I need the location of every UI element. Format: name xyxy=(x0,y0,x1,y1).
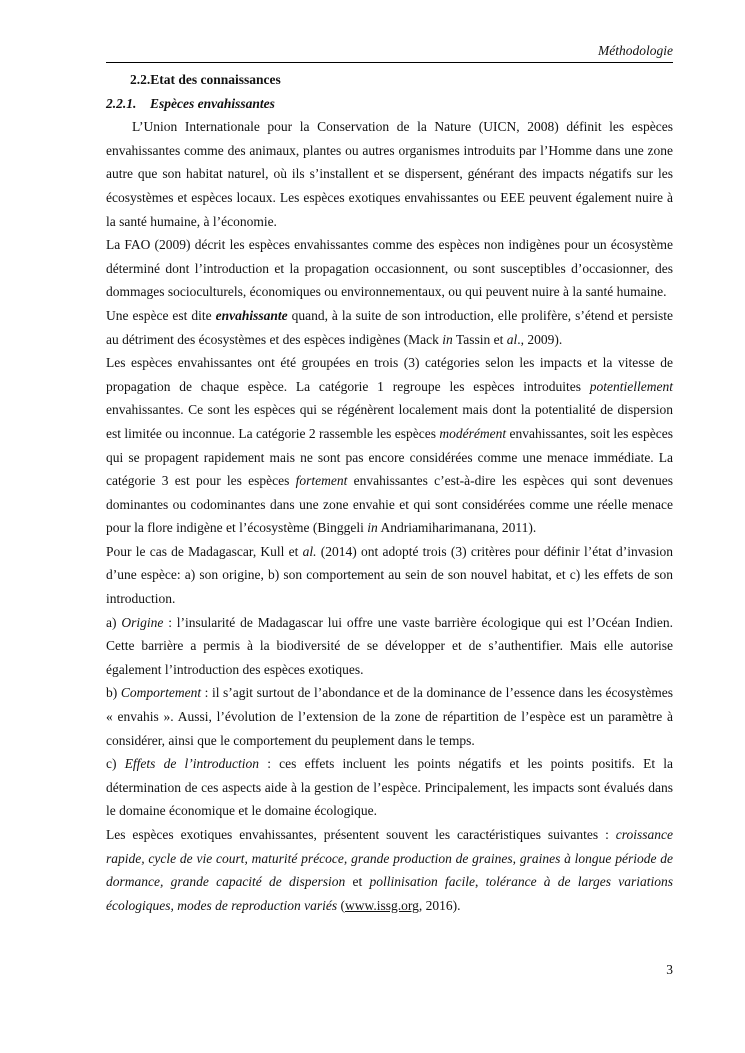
paragraph-madagascar: Pour le cas de Madagascar, Kull et al. (2014) ont adopté trois (3) critères pour définir l’état d’invasion d’une espèce: a) son origine, b) son comportement au sein de son nouvel habitat, et c) les effets de son introduction. xyxy=(106,543,673,607)
criterion-effects: c) Effets de l’introduction : ces effets incluent les points négatifs et les points positifs. Et la détermination de ces aspects aide à la gestion de l’espèce. Principalement, les impacts sont évalués dans le domaine économique et le domaine écologique. xyxy=(106,756,674,819)
criterion-origin: a) Origine : l’insularité de Madagascar lui offre une vaste barrière écologique qui est l’Océan Indien. Cette barrière a permis à la biodiversité de se développer et de s’authentifier. Mais elle autorise également l’introduction des espèces exotiques. xyxy=(106,614,673,677)
page-number: 3 xyxy=(666,962,673,977)
section-number: 2.2. xyxy=(130,72,151,87)
page-body xyxy=(106,68,673,917)
paragraph-fao: La FAO (2009) décrit les espèces envahissantes comme des espèces non indigènes pour un écosystème déterminé dont l’introduction et la propagation occasionnent, ou sont susceptibles d’occasionner, des dommages socioculturels, économiques ou environnementaux, ou qui peuvent nuire à la santé humaine. xyxy=(106,237,673,300)
section-heading xyxy=(106,68,673,92)
subsection-title: Espèces envahissantes xyxy=(150,95,275,111)
issg-link[interactable]: www.issg.org xyxy=(344,897,419,913)
paragraph-uicn: L’Union Internationale pour la Conservation de la Nature (UICN, 2008) définit les espèces envahissantes comme des animaux, plantes ou autres organismes introduits par l’Homme dans une zone autre que son habitat naturel, où ils s’installent et se dispersent, générant des impacts négatifs sur les écosystèmes et espèces locaux. Les espèces exotiques envahissantes ou EEE peuvent également nuire à la santé humaine, à l’économie. xyxy=(106,119,673,229)
paragraph-definition: Une espèce est dite envahissante quand, à la suite de son introduction, elle prolifère, s’étend et persiste au détriment des écosystèmes et des espèces indigènes (Mack in Tassin et al., 2009). xyxy=(106,307,674,347)
running-header: Méthodologie xyxy=(598,43,673,58)
subsection-number: 2.2.1. xyxy=(106,95,137,111)
section-title: Etat des connaissances xyxy=(150,72,281,87)
header-rule xyxy=(106,62,673,63)
paragraph-characteristics: Les espèces exotiques envahissantes, présentent souvent les caractéristiques suivantes : croissance rapide, cycle de vie court, maturité précoce, grande production de graines, graines à longue période de dormance, grande capacité de dispersion et pollinisation facile, tolérance à de larges variations écologiques, modes de reproduction variés (www.issg.org, 2016). xyxy=(106,827,673,913)
paragraph-categories: Les espèces envahissantes ont été groupées en trois (3) catégories selon les impacts et la vitesse de propagation de chaque espèce. La catégorie 1 regroupe les espèces introduites potentiellement envahissantes. Ce sont les espèces qui se régénèrent localement mais dont la potentialité de dispersion est limitée ou inconnue. La catégorie 2 rassemble les espèces modérément envahissantes, soit les espèces qui se propagent rapidement mais ne sont pas encore considérées comme une menace immédiate. La catégorie 3 est pour les espèces fortement envahissantes c’est-à-dire les espèces qui sont devenues dominantes ou codominantes dans une zone envahie et qui sont considérées comme une réelle menace pour la flore indigène et l’écosystème (Binggeli in Andriamiharimanana, 2011). xyxy=(106,355,673,536)
subsection-heading xyxy=(106,92,673,116)
criterion-behaviour: b) Comportement : il s’agit surtout de l’abondance et de la dominance de l’essence dans les écosystèmes « envahis ». Aussi, l’évolution de l’extension de la zone de répartition de l’espèce est un paramètre à considérer, ainsi que le comportement du peuplement dans le temps. xyxy=(106,685,674,748)
